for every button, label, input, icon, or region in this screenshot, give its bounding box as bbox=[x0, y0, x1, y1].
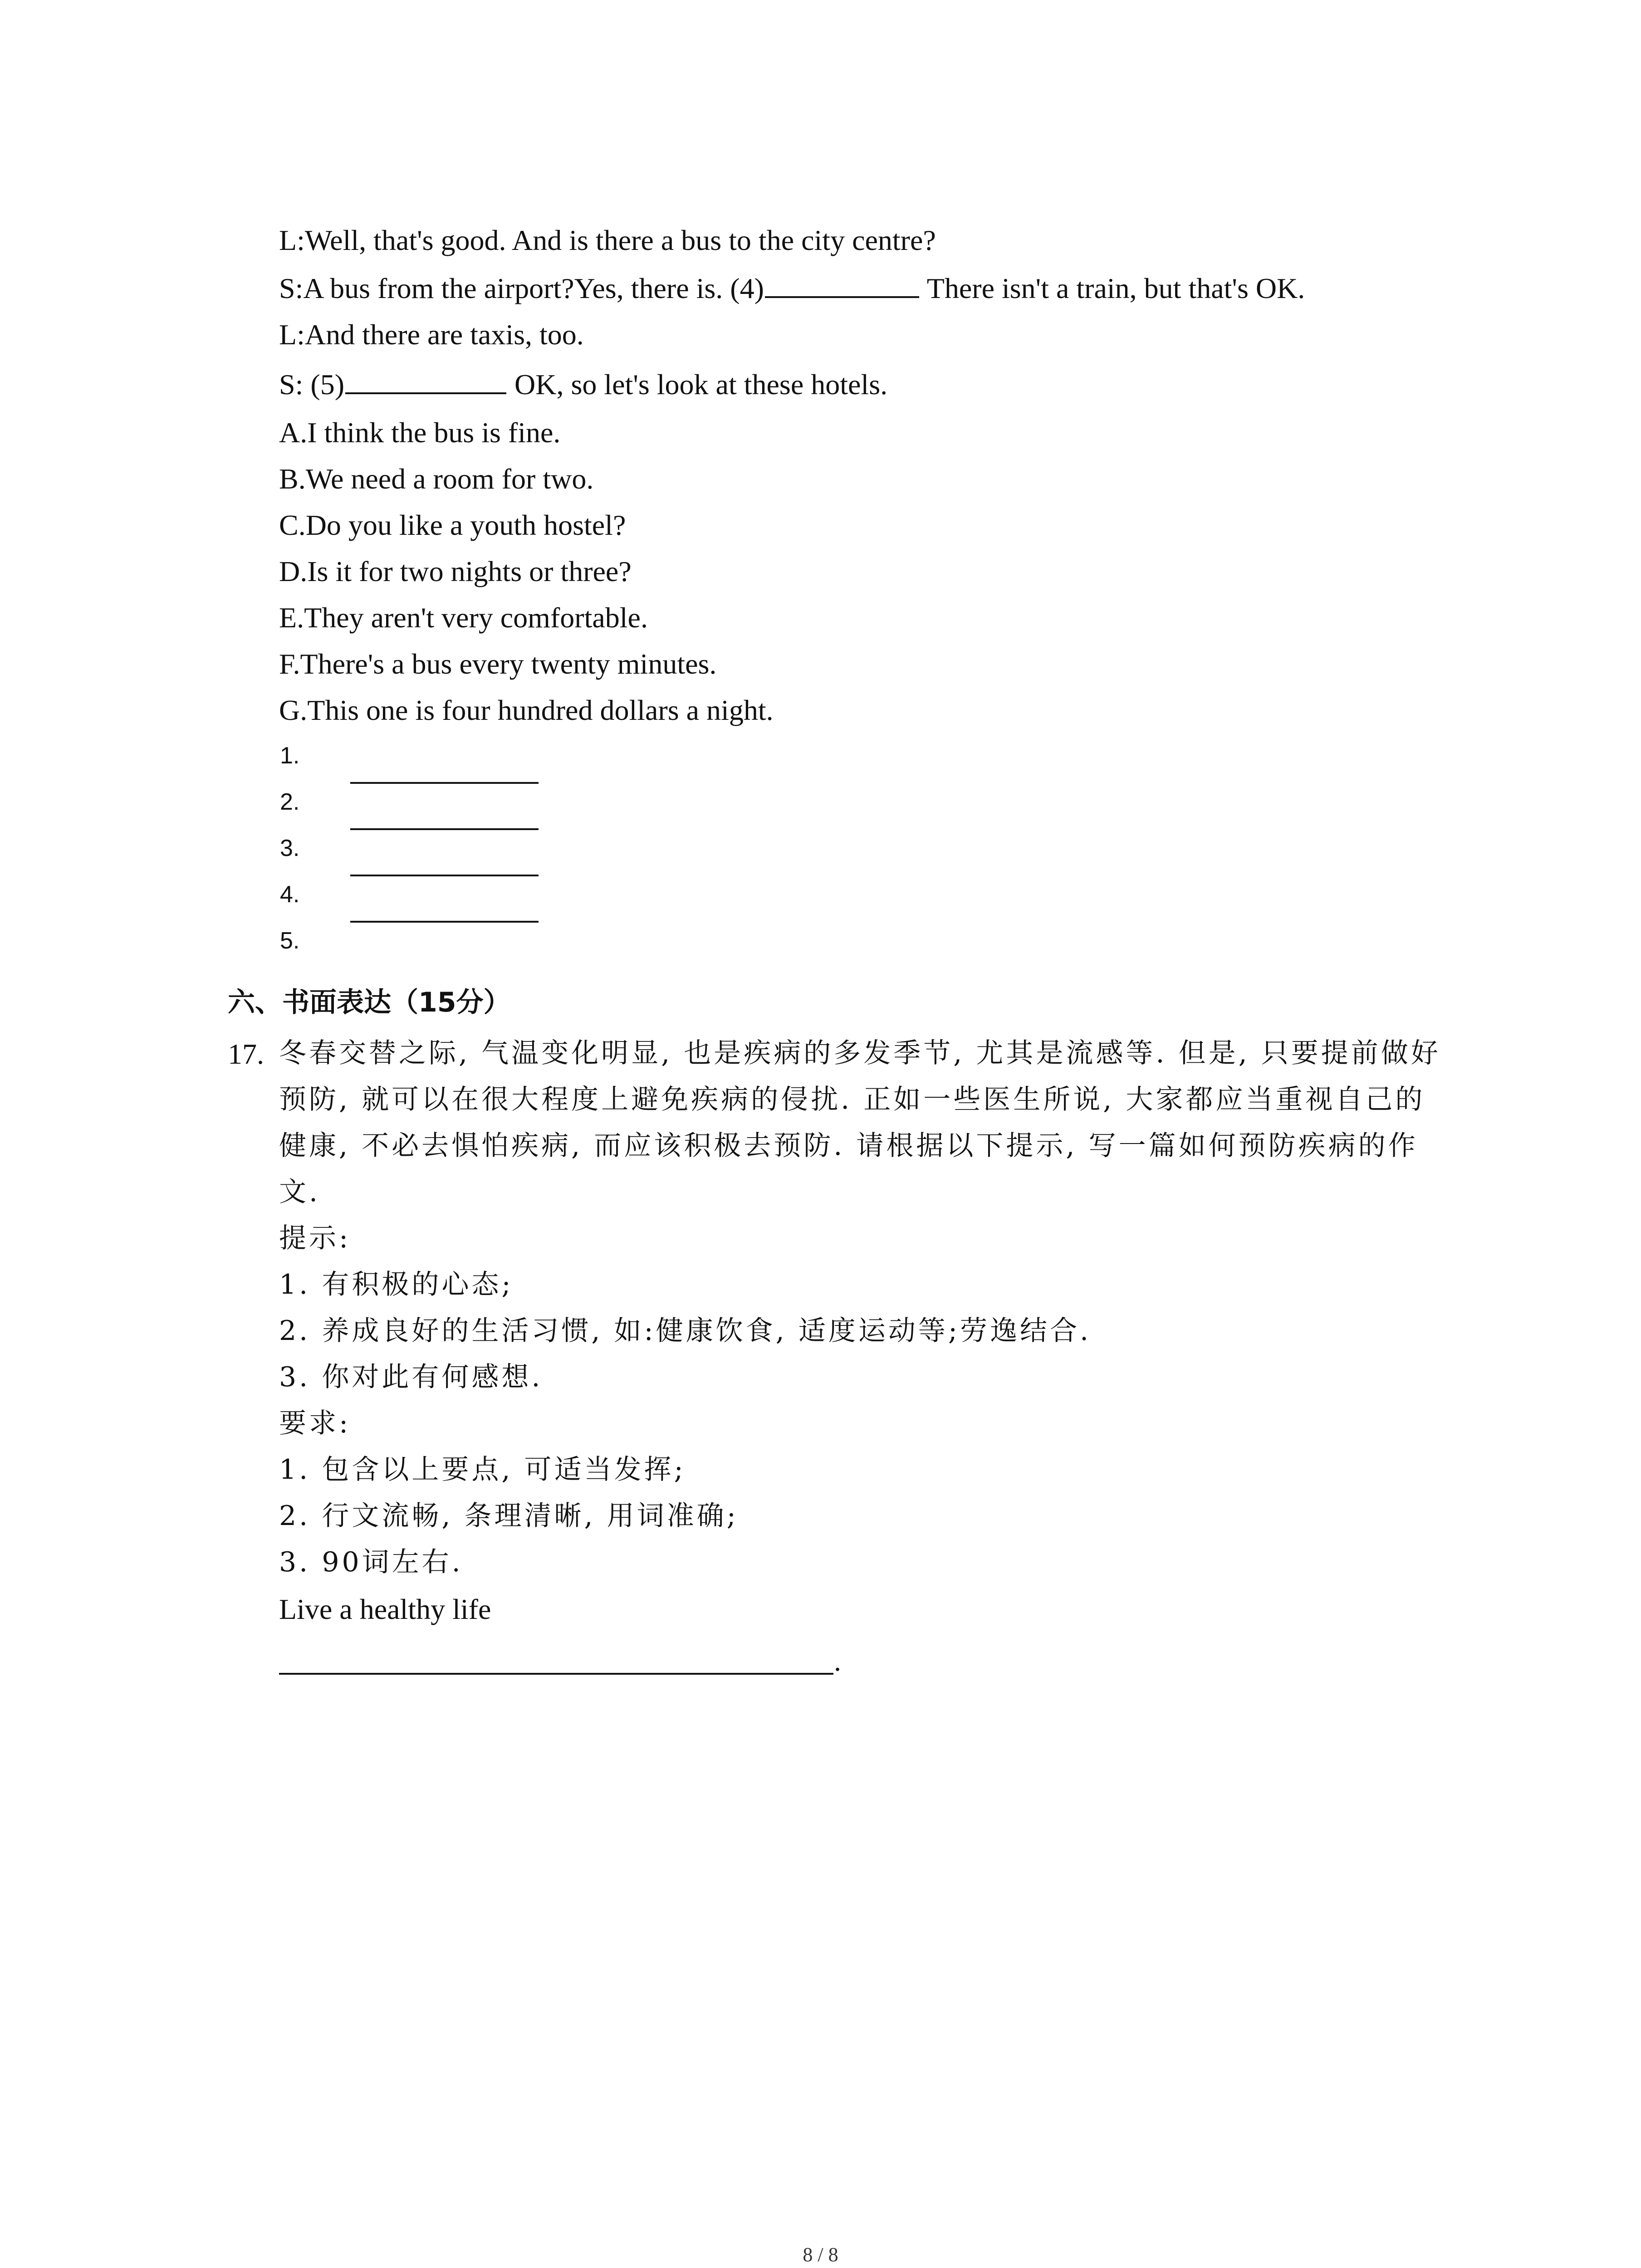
essay-end-period: . bbox=[834, 1645, 841, 1677]
dialogue-line-4-before: S: (5) bbox=[279, 368, 344, 401]
essay-writing-line[interactable] bbox=[279, 1673, 833, 1675]
option-a: A.I think the bus is fine. bbox=[279, 416, 561, 449]
answer-line-1[interactable] bbox=[350, 782, 539, 784]
option-c: C.Do you like a youth hostel? bbox=[279, 509, 626, 541]
option-b: B.We need a room for two. bbox=[279, 463, 594, 495]
prompt-line-1: 冬春交替之际, 气温变化明显, 也是疾病的多发季节, 尤其是流感等. 但是, 只要提前做好 bbox=[279, 1037, 1441, 1069]
requirements-label: 要求: bbox=[279, 1408, 351, 1439]
answer-line-2[interactable] bbox=[350, 828, 539, 830]
requirement-3: 3. 90词左右. bbox=[279, 1546, 463, 1578]
essay-title: Live a healthy life bbox=[279, 1593, 491, 1625]
answer-number-5: 5. bbox=[280, 928, 300, 954]
option-g: G.This one is four hundred dollars a night. bbox=[279, 694, 774, 726]
dialogue-line-4 bbox=[279, 370, 887, 399]
dialogue-line-4-after: OK, so let's look at these hotels. bbox=[507, 368, 888, 401]
dialogue-line-2-after: There isn't a train, but that's OK. bbox=[920, 272, 1305, 304]
answer-number-4: 4. bbox=[280, 881, 300, 908]
question-number: 17. bbox=[228, 1038, 264, 1070]
option-d: D.Is it for two nights or three? bbox=[279, 555, 632, 587]
dialogue-line-2 bbox=[279, 274, 1305, 303]
prompt-line-3: 健康, 不必去惧怕疾病, 而应该积极去预防. 请根据以下提示, 写一篇如何预防疾病的作 bbox=[279, 1130, 1418, 1162]
hints-label: 提示: bbox=[279, 1222, 351, 1254]
answer-number-3: 3. bbox=[280, 835, 300, 861]
blank-4[interactable] bbox=[765, 296, 919, 298]
answer-number-2: 2. bbox=[280, 789, 300, 815]
answer-line-3[interactable] bbox=[350, 875, 539, 876]
page-number: 8 / 8 bbox=[803, 2244, 838, 2266]
dialogue-line-2-before: S:A bus from the airport?Yes, there is. (4) bbox=[279, 272, 764, 304]
dialogue-line-1: L:Well, that's good. And is there a bus to the city centre? bbox=[279, 224, 936, 256]
prompt-line-4: 文. bbox=[279, 1176, 321, 1208]
answer-number-1: 1. bbox=[280, 743, 300, 769]
hint-1: 1. 有积极的心态; bbox=[279, 1269, 514, 1300]
dialogue-line-3: L:And there are taxis, too. bbox=[279, 318, 584, 351]
option-e: E.They aren't very comfortable. bbox=[279, 601, 648, 634]
option-f: F.There's a bus every twenty minutes. bbox=[279, 648, 717, 680]
requirement-2: 2. 行文流畅, 条理清晰, 用词准确; bbox=[279, 1500, 739, 1532]
hint-3: 3. 你对此有何感想. bbox=[279, 1361, 543, 1393]
answer-line-4[interactable] bbox=[350, 921, 539, 923]
prompt-line-2: 预防, 就可以在很大程度上避免疾病的侵扰. 正如一些医生所说, 大家都应当重视自己的 bbox=[279, 1084, 1425, 1115]
requirement-1: 1. 包含以上要点, 可适当发挥; bbox=[279, 1454, 686, 1486]
hint-2: 2. 养成良好的生活习惯, 如:健康饮食, 适度运动等;劳逸结合. bbox=[279, 1315, 1092, 1347]
blank-5[interactable] bbox=[345, 392, 506, 394]
section-heading: 六、书面表达（15分） bbox=[228, 987, 511, 1018]
